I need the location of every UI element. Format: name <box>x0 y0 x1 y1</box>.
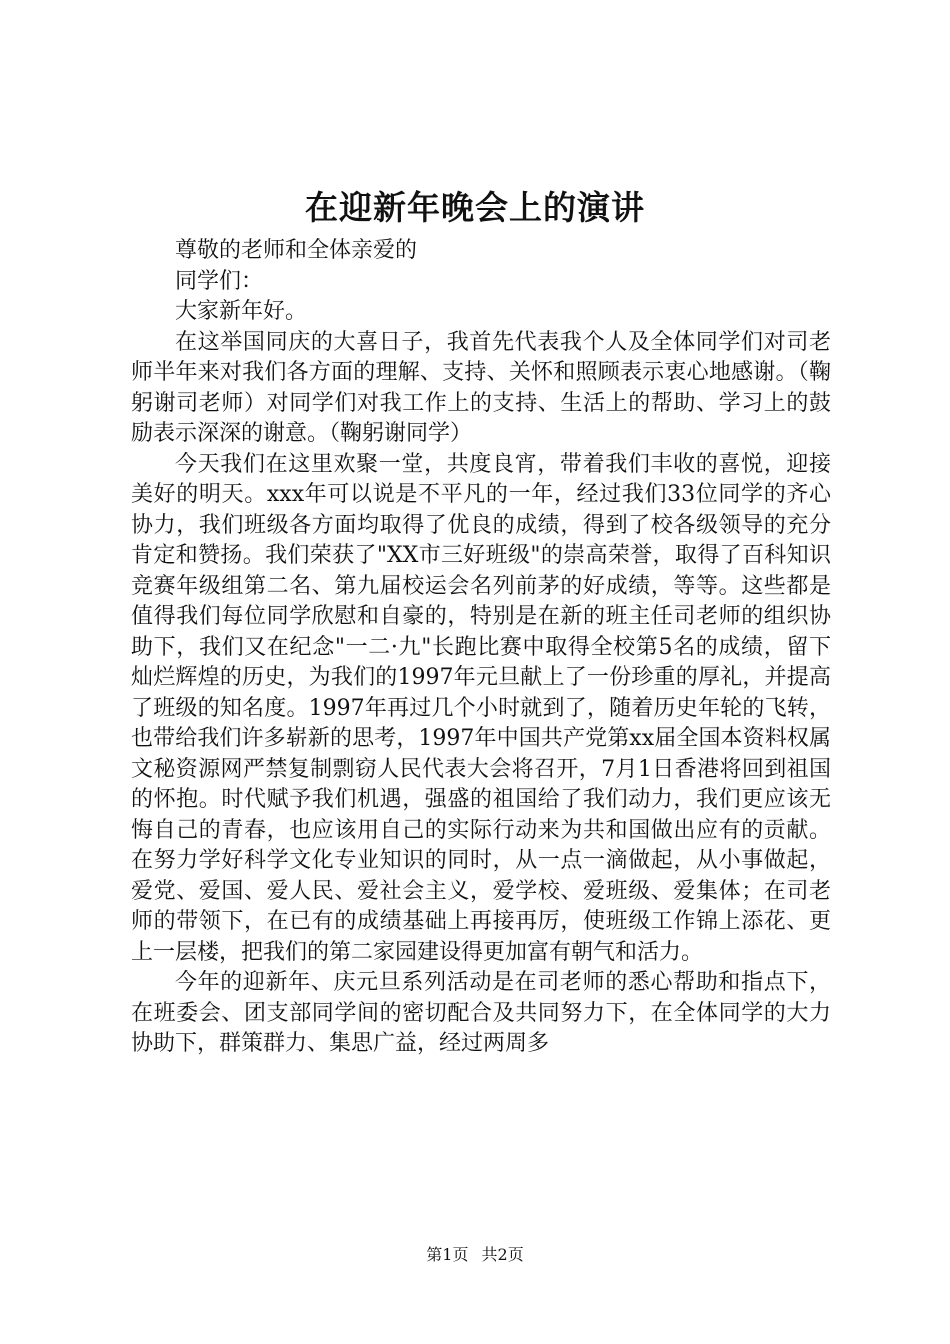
page-footer <box>0 1244 950 1266</box>
achievements-paragraph: 今天我们在这里欢聚一堂，共度良宵，带着我们丰收的喜悦，迎接美好的明天。xxx年可以说是不平凡的一年，经过我们33位同学的齐心协力，我们班级各方面均取得了优良的成绩，得到了校各级领导的充分肯定和赞扬。我们荣获了"XX市三好班级"的崇高荣誉，取得了百科知识竞赛年级组第二名、第九届校运会名列前茅的好成绩，等等。这些都是值得我们每位同学欣慰和自豪的，特别是在新的班主任司老师的组织协助下，我们又在纪念"一二·九"长跑比赛中取得全校第5名的成绩，留下灿烂辉煌的历史，为我们的1997年元旦献上了一份珍重的厚礼，并提高了班级的知名度。1997年再过几个小时就到了，随着历史年轮的飞转，也带给我们许多崭新的思考，1997年中国共产党第xx届全国本资料权属文秘资源网严禁复制剽窃人民代表大会将召开，7月1日香港将回到祖国的怀抱。时代赋予我们机遇，强盛的祖国给了我们动力，我们更应该无悔自己的青春，也应该用自己的实际行动来为共和国做出应有的贡献。在努力学好科学文化专业知识的同时，从一点一滴做起，从小事做起，爱党、爱国、爱人民、爱社会主义，爱学校、爱班级、爱集体；在司老师的带领下，在已有的成绩基础上再接再厉，使班级工作锦上添花、更上一层楼，把我们的第二家园建设得更加富有朝气和活力。 <box>131 451 831 965</box>
page-total: 共2页 <box>481 1245 524 1264</box>
salutation-line-1: 尊敬的老师和全体亲爱的 <box>175 238 418 263</box>
document-title: 在迎新年晚会上的演讲 <box>305 188 645 227</box>
thanks-paragraph: 在这举国同庆的大喜日子，我首先代表我个人及全体同学们对司老师半年来对我们各方面的理解、支持、关怀和照顾表示衷心地感谢。（鞠躬谢司老师）对同学们对我工作上的支持、生活上的帮助、学习上的鼓励表示深深的谢意。（鞠躬谢同学） <box>131 329 831 446</box>
salutation-line-2: 同学们： <box>175 268 264 294</box>
activities-paragraph: 今年的迎新年、庆元旦系列活动是在司老师的悉心帮助和指点下，在班委会、团支部同学间的密切配合及共同努力下，在全体同学的大力协助下，群策群力、集思广益，经过两周多 <box>131 970 831 1056</box>
page-number: 第1页 <box>426 1245 469 1264</box>
greeting-paragraph: 大家新年好。 <box>175 299 308 324</box>
document-body <box>131 236 831 1060</box>
